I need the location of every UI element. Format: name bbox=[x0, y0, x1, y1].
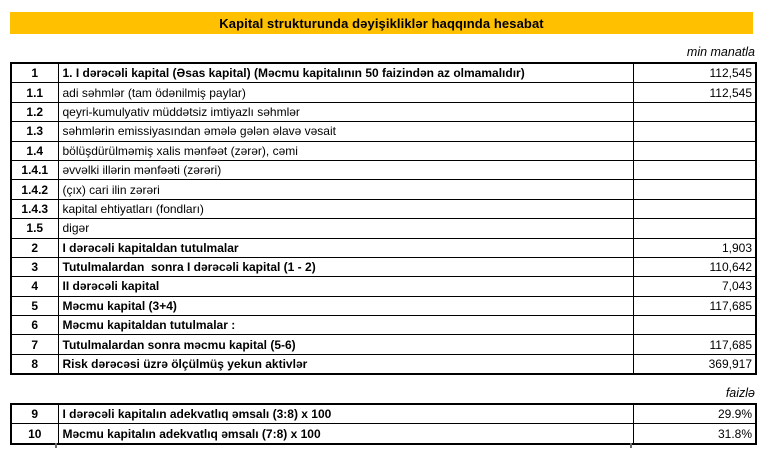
table-row bbox=[11, 141, 756, 160]
row-label: kapital ehtiyatları (fondları) bbox=[58, 199, 633, 218]
row-value bbox=[633, 219, 756, 238]
row-value bbox=[633, 160, 756, 179]
table-grid-tick bbox=[630, 443, 632, 448]
row-value: 29.9% bbox=[633, 404, 756, 424]
row-value bbox=[633, 180, 756, 199]
report-title-bar bbox=[10, 12, 753, 34]
row-number: 9 bbox=[11, 404, 58, 424]
row-number: 10 bbox=[11, 424, 58, 444]
row-number: 1.5 bbox=[11, 219, 58, 238]
row-label: Məcmu kapitaldan tutulmalar : bbox=[58, 316, 633, 335]
row-value: 369,917 bbox=[633, 354, 756, 374]
table-row bbox=[11, 238, 756, 257]
row-number: 1.3 bbox=[11, 122, 58, 141]
row-label: Məcmu kapital (3+4) bbox=[58, 296, 633, 315]
row-number: 7 bbox=[11, 335, 58, 354]
report-title: Kapital strukturunda dəyişikliklər haqqında hesabat bbox=[219, 15, 544, 31]
row-value: 117,685 bbox=[633, 296, 756, 315]
table-grid-tick bbox=[55, 443, 57, 448]
row-number: 2 bbox=[11, 238, 58, 257]
row-value bbox=[633, 316, 756, 335]
table-row bbox=[11, 160, 756, 179]
row-number: 1.4.2 bbox=[11, 180, 58, 199]
table-row bbox=[11, 404, 756, 424]
row-value: 7,043 bbox=[633, 277, 756, 296]
row-label: bölüşdürülməmiş xalis mənfəət (zərər), cəmi bbox=[58, 141, 633, 160]
table-row bbox=[11, 83, 756, 102]
row-value bbox=[633, 122, 756, 141]
row-value bbox=[633, 199, 756, 218]
table-row bbox=[11, 354, 756, 374]
row-number: 5 bbox=[11, 296, 58, 315]
table-row bbox=[11, 122, 756, 141]
row-number: 4 bbox=[11, 277, 58, 296]
row-label: Məcmu kapitalın adekvatlıq əmsalı (7:8) x 100 bbox=[58, 424, 633, 444]
row-label: I dərəcəli kapitaldan tutulmalar bbox=[58, 238, 633, 257]
row-number: 1 bbox=[11, 63, 58, 83]
row-value: 110,642 bbox=[633, 257, 756, 276]
row-label: səhmlərin emissiyasından əmələ gələn əlavə vəsait bbox=[58, 122, 633, 141]
capital-structure-table bbox=[10, 62, 757, 375]
row-label: II dərəcəli kapital bbox=[58, 277, 633, 296]
table-row bbox=[11, 335, 756, 354]
row-label: Risk dərəcəsi üzrə ölçülmüş yekun aktivlər bbox=[58, 354, 633, 374]
row-number: 6 bbox=[11, 316, 58, 335]
table-row bbox=[11, 424, 756, 444]
row-value bbox=[633, 141, 756, 160]
unit-note-faizle: faizlə bbox=[725, 386, 755, 400]
unit-note-min-manatla: min manatla bbox=[686, 45, 755, 59]
table-row bbox=[11, 277, 756, 296]
row-value: 112,545 bbox=[633, 83, 756, 102]
row-label: digər bbox=[58, 219, 633, 238]
table-row bbox=[11, 63, 756, 83]
table-row bbox=[11, 296, 756, 315]
table-row bbox=[11, 102, 756, 121]
row-number: 8 bbox=[11, 354, 58, 374]
capital-adequacy-ratio-table bbox=[10, 403, 757, 445]
table-row bbox=[11, 316, 756, 335]
row-value: 31.8% bbox=[633, 424, 756, 444]
row-number: 1.2 bbox=[11, 102, 58, 121]
row-value: 117,685 bbox=[633, 335, 756, 354]
row-value: 112,545 bbox=[633, 63, 756, 83]
row-number: 1.1 bbox=[11, 83, 58, 102]
row-label: I dərəcəli kapitalın adekvatlıq əmsalı (3:8) x 100 bbox=[58, 404, 633, 424]
table-row bbox=[11, 219, 756, 238]
row-number: 1.4 bbox=[11, 141, 58, 160]
table-row bbox=[11, 257, 756, 276]
row-label: qeyri-kumulyativ müddətsiz imtiyazlı səhmlər bbox=[58, 102, 633, 121]
row-label: əvvəlki illərin mənfəəti (zərəri) bbox=[58, 160, 633, 179]
row-number: 1.4.1 bbox=[11, 160, 58, 179]
row-label: adi səhmlər (tam ödənilmiş paylar) bbox=[58, 83, 633, 102]
row-label: 1. I dərəcəli kapital (Əsas kapital) (Məcmu kapitalının 50 faizindən az olmamalıdır) bbox=[58, 63, 633, 83]
table-row bbox=[11, 199, 756, 218]
row-label: Tutulmalardan sonra I dərəcəli kapital (1 - 2) bbox=[58, 257, 633, 276]
row-value bbox=[633, 102, 756, 121]
row-number: 3 bbox=[11, 257, 58, 276]
row-label: Tutulmalardan sonra məcmu kapital (5-6) bbox=[58, 335, 633, 354]
row-label: (çıx) cari ilin zərəri bbox=[58, 180, 633, 199]
row-value: 1,903 bbox=[633, 238, 756, 257]
row-number: 1.4.3 bbox=[11, 199, 58, 218]
table-row bbox=[11, 180, 756, 199]
